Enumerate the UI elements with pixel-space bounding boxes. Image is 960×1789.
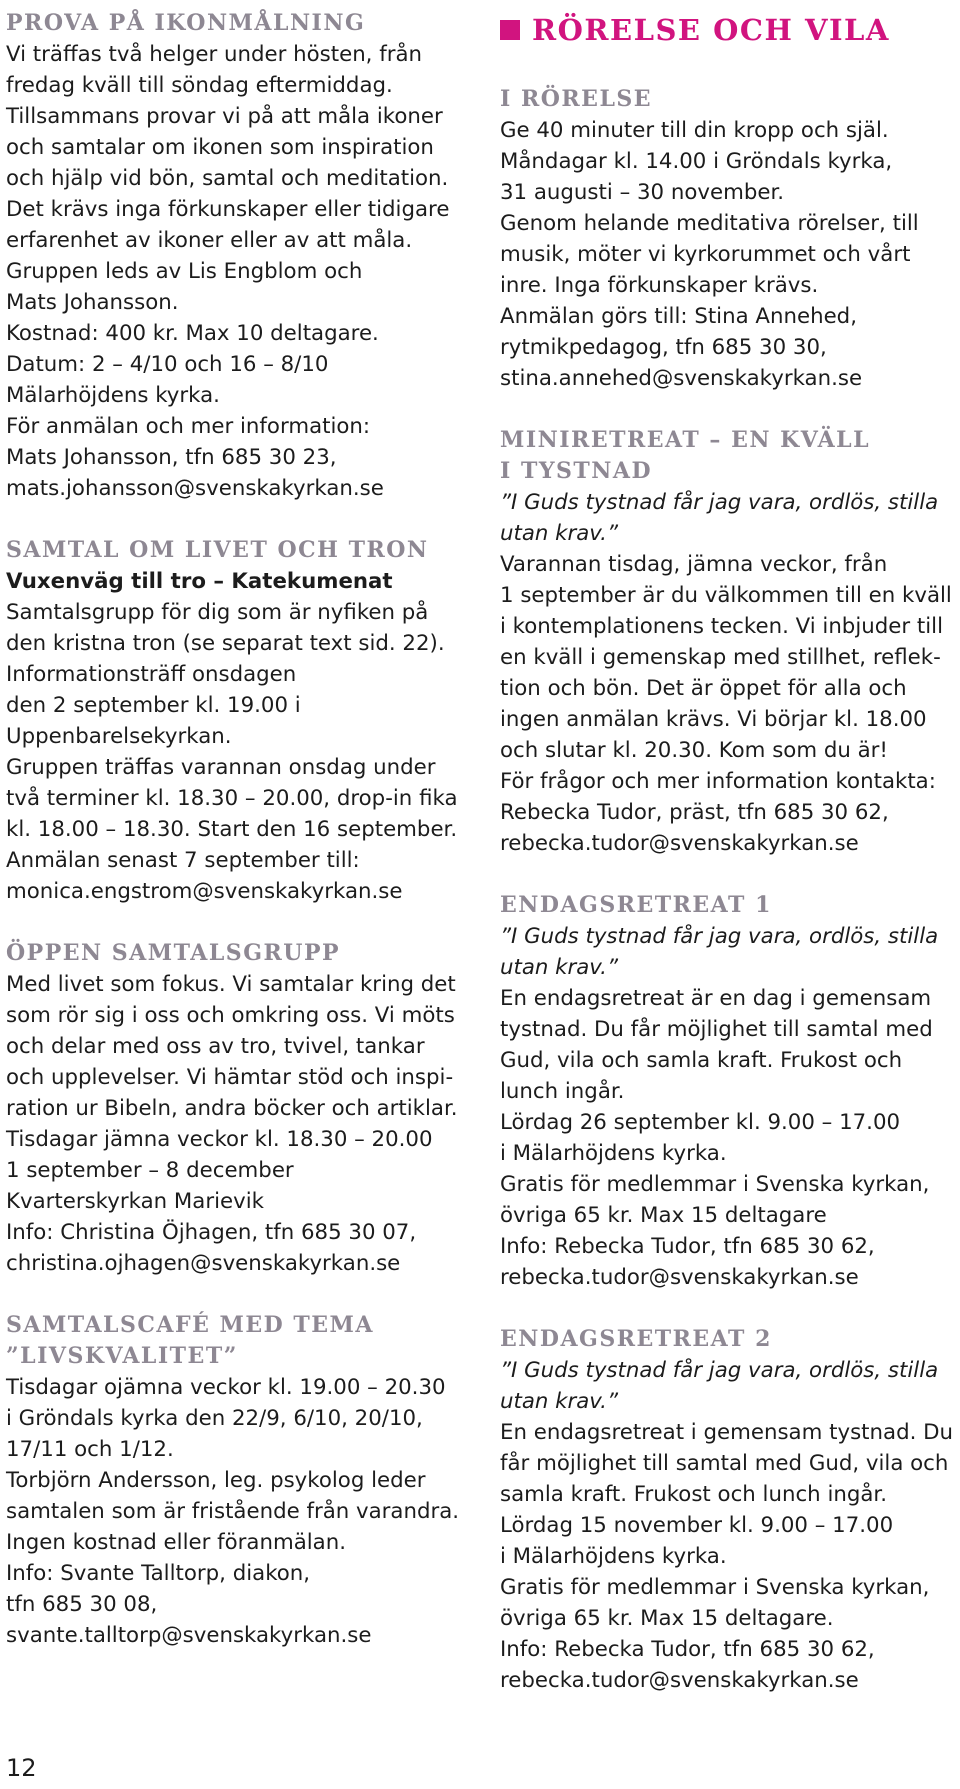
body-line: och delar med oss av tro, tvivel, tankar [6,1034,425,1059]
body-line: och upplevelser. Vi hämtar stöd och inspi- [6,1065,454,1090]
body-line: Info: Svante Talltorp, diakon, [6,1561,311,1586]
body-line: tystnad. Du får möjlighet till samtal med [500,1017,933,1042]
body-line: i Mälarhöjdens kyrka. [500,1141,727,1166]
section-heading: PROVA PÅ IKONMÅLNING [6,10,366,36]
body-line: En endagsretreat i gemensam tystnad. Du [500,1420,954,1445]
body-line: två terminer kl. 18.30 – 20.00, drop-in fika [6,786,458,811]
body-line: Mats Johansson. [6,290,179,315]
body-line: lunch ingår. [500,1079,625,1104]
body-line: Anmälan senast 7 september till: [6,848,360,873]
body-line: den kristna tron (se separat text sid. 22). [6,631,445,656]
main-title-text: RÖRELSE OCH VILA [532,13,890,47]
section-samtalscafe [6,1310,476,1651]
body-line: och slutar kl. 20.30. Kom som du är! [500,738,888,763]
body-line: får möjlighet till samtal med Gud, vila och [500,1451,949,1476]
section-endagsretreat-1 [500,890,960,1293]
section-heading: ENDAGSRETREAT 2 [500,1326,772,1352]
body-line: 31 augusti – 30 november. [500,180,785,205]
body-line: Uppenbarelsekyrkan. [6,724,232,749]
quote-line: utan krav.” [500,521,618,546]
body-line: Datum: 2 – 4/10 och 16 – 8/10 [6,352,329,377]
email-link[interactable]: rebecka.tudor@svenskakyrkan.se [500,1668,859,1693]
body-line: 1 september – 8 december [6,1158,294,1183]
square-bullet-icon [500,20,520,40]
body-line: Info: Rebecka Tudor, tfn 685 30 62, [500,1234,875,1259]
body-line: som rör sig i oss och omkring oss. Vi möts [6,1003,455,1028]
body-line: inre. Inga förkunskaper krävs. [500,273,819,298]
body-line: fredag kväll till söndag eftermiddag. [6,73,393,98]
body-line: i kontemplationens tecken. Vi inbjuder till [500,614,943,639]
body-line: Torbjörn Andersson, leg. psykolog leder [6,1468,426,1493]
section-heading: I TYSTNAD [500,458,653,484]
body-line: tion och bön. Det är öppet för alla och [500,676,907,701]
body-line: Informationsträff onsdagen [6,662,297,687]
body-line: i Mälarhöjdens kyrka. [500,1544,727,1569]
quote-line: ”I Guds tystnad får jag vara, ordlös, stilla [500,1358,939,1383]
body-line: Ge 40 minuter till din kropp och själ. [500,118,889,143]
body-line: Info: Rebecka Tudor, tfn 685 30 62, [500,1637,875,1662]
body-line: Tillsammans provar vi på att måla ikoner [6,104,443,129]
body-line: Mälarhöjdens kyrka. [6,383,220,408]
body-line: 17/11 och 1/12. [6,1437,174,1462]
section-heading: ENDAGSRETREAT 1 [500,892,772,918]
main-title [500,10,960,50]
body-line: För anmälan och mer information: [6,414,371,439]
body-line: Gratis för medlemmar i Svenska kyrkan, [500,1575,930,1600]
right-column [500,8,960,1727]
body-line: musik, möter vi kyrkorummet och vårt [500,242,911,267]
body-line: kl. 18.00 – 18.30. Start den 16 september. [6,817,458,842]
body-line: den 2 september kl. 19.00 i [6,693,301,718]
section-miniretreat [500,425,960,859]
body-line: Vi träffas två helger under hösten, från [6,42,423,67]
email-link[interactable]: rebecka.tudor@svenskakyrkan.se [500,831,859,856]
quote-line: ”I Guds tystnad får jag vara, ordlös, stilla [500,490,939,515]
body-line: Tisdagar jämna veckor kl. 18.30 – 20.00 [6,1127,433,1152]
email-link[interactable]: mats.johansson@svenskakyrkan.se [6,476,384,501]
body-line: Gratis för medlemmar i Svenska kyrkan, [500,1172,930,1197]
body-line: Info: Christina Öjhagen, tfn 685 30 07, [6,1220,417,1245]
body-line: rytmikpedagog, tfn 685 30 30, [500,335,827,360]
section-ikonmalning [6,8,476,504]
body-line: i Gröndals kyrka den 22/9, 6/10, 20/10, [6,1406,423,1431]
body-line: erfarenhet av ikoner eller av att måla. [6,228,413,253]
body-line: Det krävs inga förkunskaper eller tidigare [6,197,450,222]
body-line: en kväll i gemenskap med stillhet, reflek- [500,645,941,670]
quote-line: utan krav.” [500,1389,618,1414]
section-oppen-samtalsgrupp [6,938,476,1279]
section-heading: SAMTALSCAFÉ MED TEMA [6,1312,374,1338]
email-link[interactable]: rebecka.tudor@svenskakyrkan.se [500,1265,859,1290]
body-line: och samtalar om ikonen som inspiration [6,135,434,160]
body-line: Ingen kostnad eller föranmälan. [6,1530,346,1555]
section-heading: ÖPPEN SAMTALSGRUPP [6,940,341,966]
body-line: och hjälp vid bön, samtal och meditation. [6,166,449,191]
section-heading: ”LIVSKVALITET” [6,1343,238,1369]
body-line: En endagsretreat är en dag i gemensam [500,986,932,1011]
body-line: Gud, vila och samla kraft. Frukost och [500,1048,903,1073]
section-endagsretreat-2 [500,1324,960,1696]
body-line: För frågor och mer information kontakta: [500,769,936,794]
email-link[interactable]: christina.ojhagen@svenskakyrkan.se [6,1251,401,1276]
body-line: Lördag 26 september kl. 9.00 – 17.00 [500,1110,901,1135]
body-line: Mats Johansson, tfn 685 30 23, [6,445,337,470]
quote-line: ”I Guds tystnad får jag vara, ordlös, stilla [500,924,939,949]
section-heading: SAMTAL OM LIVET OCH TRON [6,537,429,563]
body-line: Lördag 15 november kl. 9.00 – 17.00 [500,1513,894,1538]
section-heading: I RÖRELSE [500,86,653,112]
body-line: Anmälan görs till: Stina Annehed, [500,304,857,329]
body-line: samla kraft. Frukost och lunch ingår. [500,1482,888,1507]
body-line: Med livet som fokus. Vi samtalar kring det [6,972,456,997]
body-line: Kvarterskyrkan Marievik [6,1189,264,1214]
body-line: Rebecka Tudor, präst, tfn 685 30 62, [500,800,889,825]
section-subtitle: Vuxenväg till tro – Katekumenat [6,569,393,594]
email-link[interactable]: stina.annehed@svenskakyrkan.se [500,366,863,391]
body-line: tfn 685 30 08, [6,1592,158,1617]
body-line: ration ur Bibeln, andra böcker och artiklar. [6,1096,458,1121]
left-column [6,8,476,1682]
section-heading: MINIRETREAT – EN KVÄLL [500,427,871,453]
body-line: ingen anmälan krävs. Vi börjar kl. 18.00 [500,707,927,732]
body-line: Samtalsgrupp för dig som är nyfiken på [6,600,429,625]
body-line: Genom helande meditativa rörelser, till [500,211,919,236]
body-line: övriga 65 kr. Max 15 deltagare. [500,1606,834,1631]
quote-line: utan krav.” [500,955,618,980]
body-line: Gruppen leds av Lis Engblom och [6,259,363,284]
email-link[interactable]: monica.engstrom@svenskakyrkan.se [6,879,403,904]
email-link[interactable]: svante.talltorp@svenskakyrkan.se [6,1623,372,1648]
body-line: övriga 65 kr. Max 15 deltagare [500,1203,827,1228]
section-i-rorelse [500,84,960,394]
body-line: Tisdagar ojämna veckor kl. 19.00 – 20.30 [6,1375,446,1400]
body-line: samtalen som är fristående från varandra. [6,1499,460,1524]
body-line: Kostnad: 400 kr. Max 10 deltagare. [6,321,379,346]
page-number: 12 [6,1754,37,1782]
body-line: 1 september är du välkommen till en kväll [500,583,952,608]
body-line: Varannan tisdag, jämna veckor, från [500,552,888,577]
section-samtal-om-livet [6,535,476,907]
body-line: Gruppen träffas varannan onsdag under [6,755,436,780]
body-line: Måndagar kl. 14.00 i Gröndals kyrka, [500,149,893,174]
